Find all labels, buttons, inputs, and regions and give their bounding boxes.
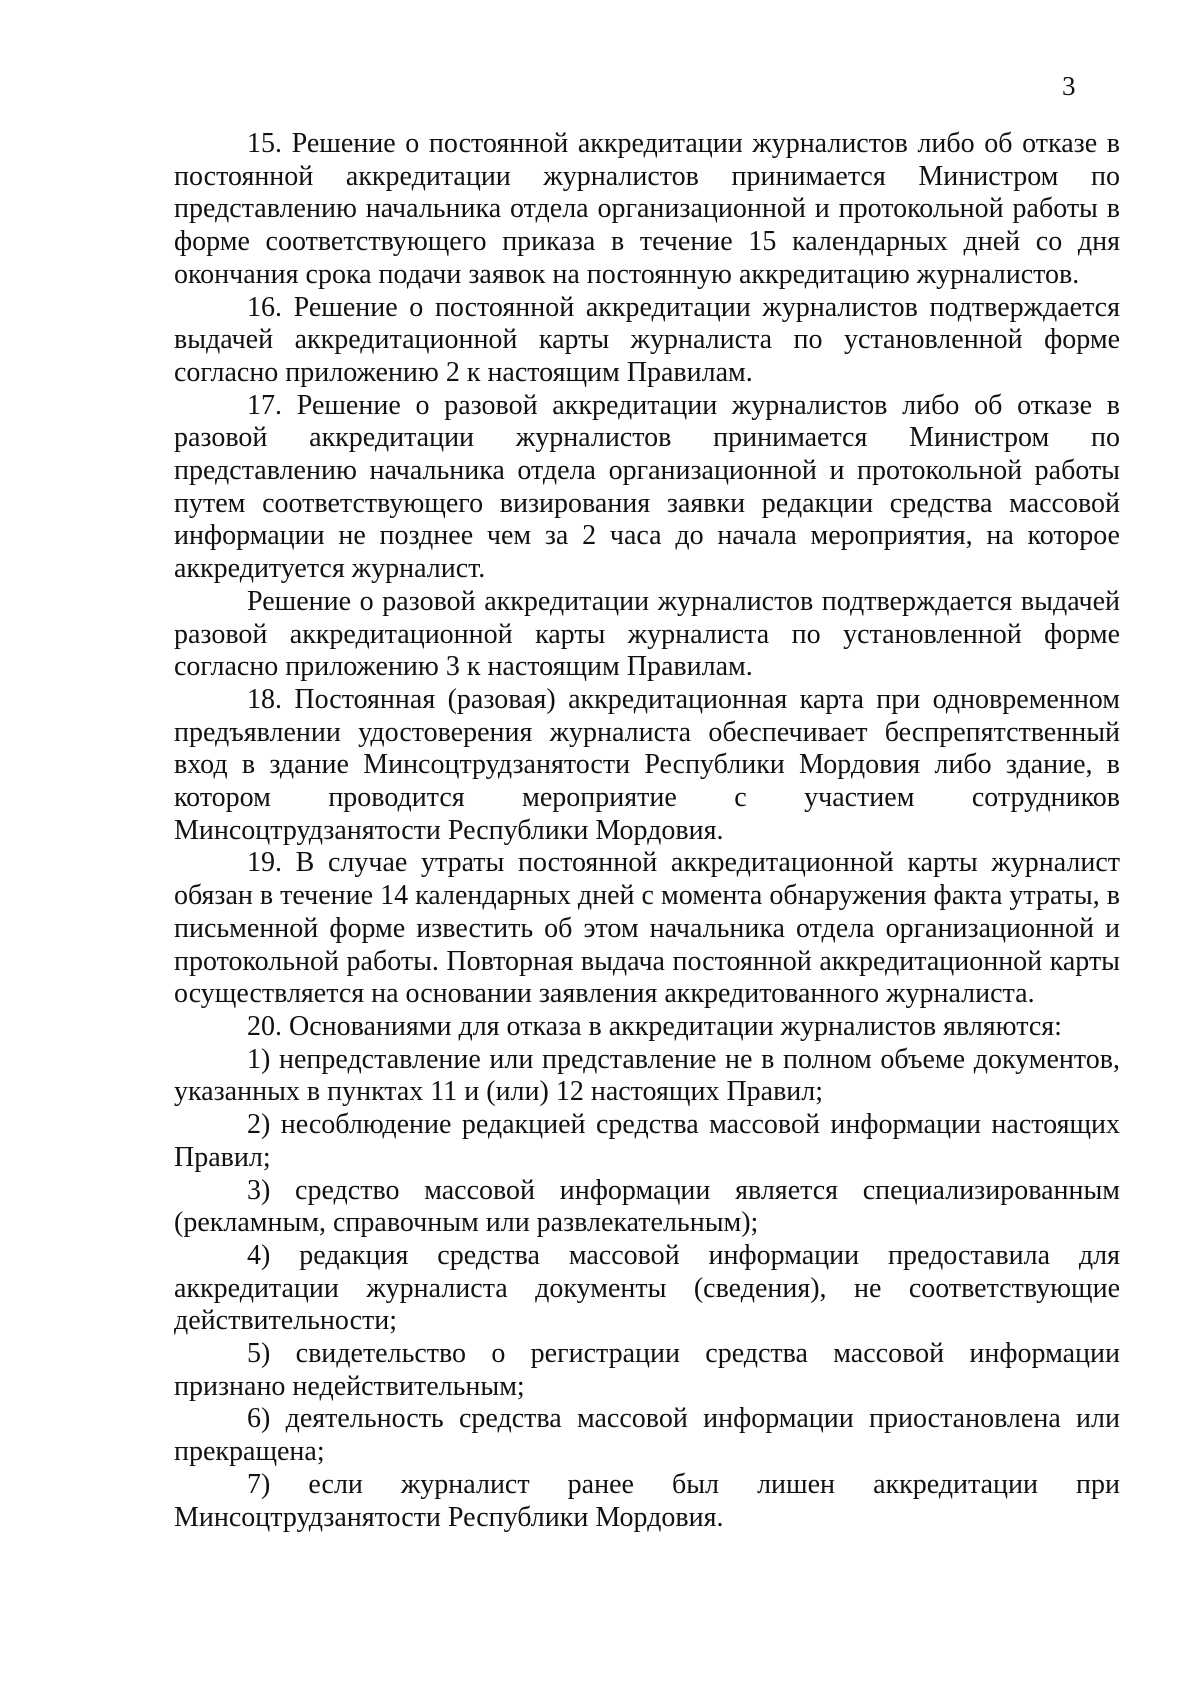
document-body bbox=[174, 128, 1120, 1534]
paragraph-16: 16. Решение о постоянной аккредитации журналистов подтверждается выдачей аккредитационной карты журналиста по установленной форме согласно приложению 2 к настоящим Правилам. bbox=[174, 291, 1120, 388]
list-item-1: 1) непредставление или представление не в полном объеме документов, указанных в пунктах 11 и (или) 12 настоящих Правил; bbox=[174, 1043, 1120, 1108]
paragraph-19: 19. В случае утраты постоянной аккредитационной карты журналист обязан в течение 14 календарных дней с момента обнаружения факта утраты, в письменной форме известить об этом начальника отдела организационной и протокольной работы. Повторная выдача постоянной аккредитационной карты осуществляется на основании заявления аккредитованного журналиста. bbox=[174, 847, 1120, 1010]
list-item-4: 4) редакция средства массовой информации предоставила для аккредитации журналиста документы (сведения), не соответствующие действительности; bbox=[174, 1239, 1120, 1337]
paragraph-20: 20. Основаниями для отказа в аккредитации журналистов являются: bbox=[247, 1010, 1062, 1042]
list-item-6: 6) деятельность средства массовой информации приостановлена или прекращена; bbox=[174, 1403, 1120, 1468]
list-item-2: 2) несоблюдение редакцией средства массовой информации настоящих Правил; bbox=[174, 1109, 1120, 1173]
list-item-7: 7) если журналист ранее был лишен аккредитации при Минсоцтрудзанятости Республики Мордовия. bbox=[174, 1468, 1120, 1533]
list-item-3: 3) средство массовой информации является специализированным (рекламным, справочным или развлекательным); bbox=[174, 1174, 1120, 1239]
paragraph-18: 18. Постоянная (разовая) аккредитационная карта при одновременном предъявлении удостоверения журналиста обеспечивает беспрепятственный вход в здание Минсоцтрудзанятости Республики Мордовия либо здание, в котором проводится мероприятие с участием сотрудников Минсоцтрудзанятости Республики Мордовия. bbox=[174, 683, 1120, 846]
paragraph-15: 15. Решение о постоянной аккредитации журналистов либо об отказе в постоянной аккредитации журналистов принимается Министром по представлению начальника отдела организационной и протокольной работы в форме соответствующего приказа в течение 15 календарных дней со дня окончания срока подачи заявок на постоянную аккредитацию журналистов. bbox=[174, 128, 1120, 290]
page-number: 3 bbox=[1062, 71, 1076, 101]
paragraph-17-continued: Решение о разовой аккредитации журналистов подтверждается выдачей разовой аккредитационной карты журналиста по установленной форме согласно приложению 3 к настоящим Правилам. bbox=[174, 585, 1120, 683]
list-item-5: 5) свидетельство о регистрации средства массовой информации признано недействительным; bbox=[174, 1338, 1120, 1402]
paragraph-17: 17. Решение о разовой аккредитации журналистов либо об отказе в разовой аккредитации журналистов принимается Министром по представлению начальника отдела организационной и протокольной работы путем соответствующего визирования заявки редакции средства массовой информации не позднее чем за 2 часа до начала мероприятия, на которое аккредитуется журналист. bbox=[174, 389, 1120, 585]
